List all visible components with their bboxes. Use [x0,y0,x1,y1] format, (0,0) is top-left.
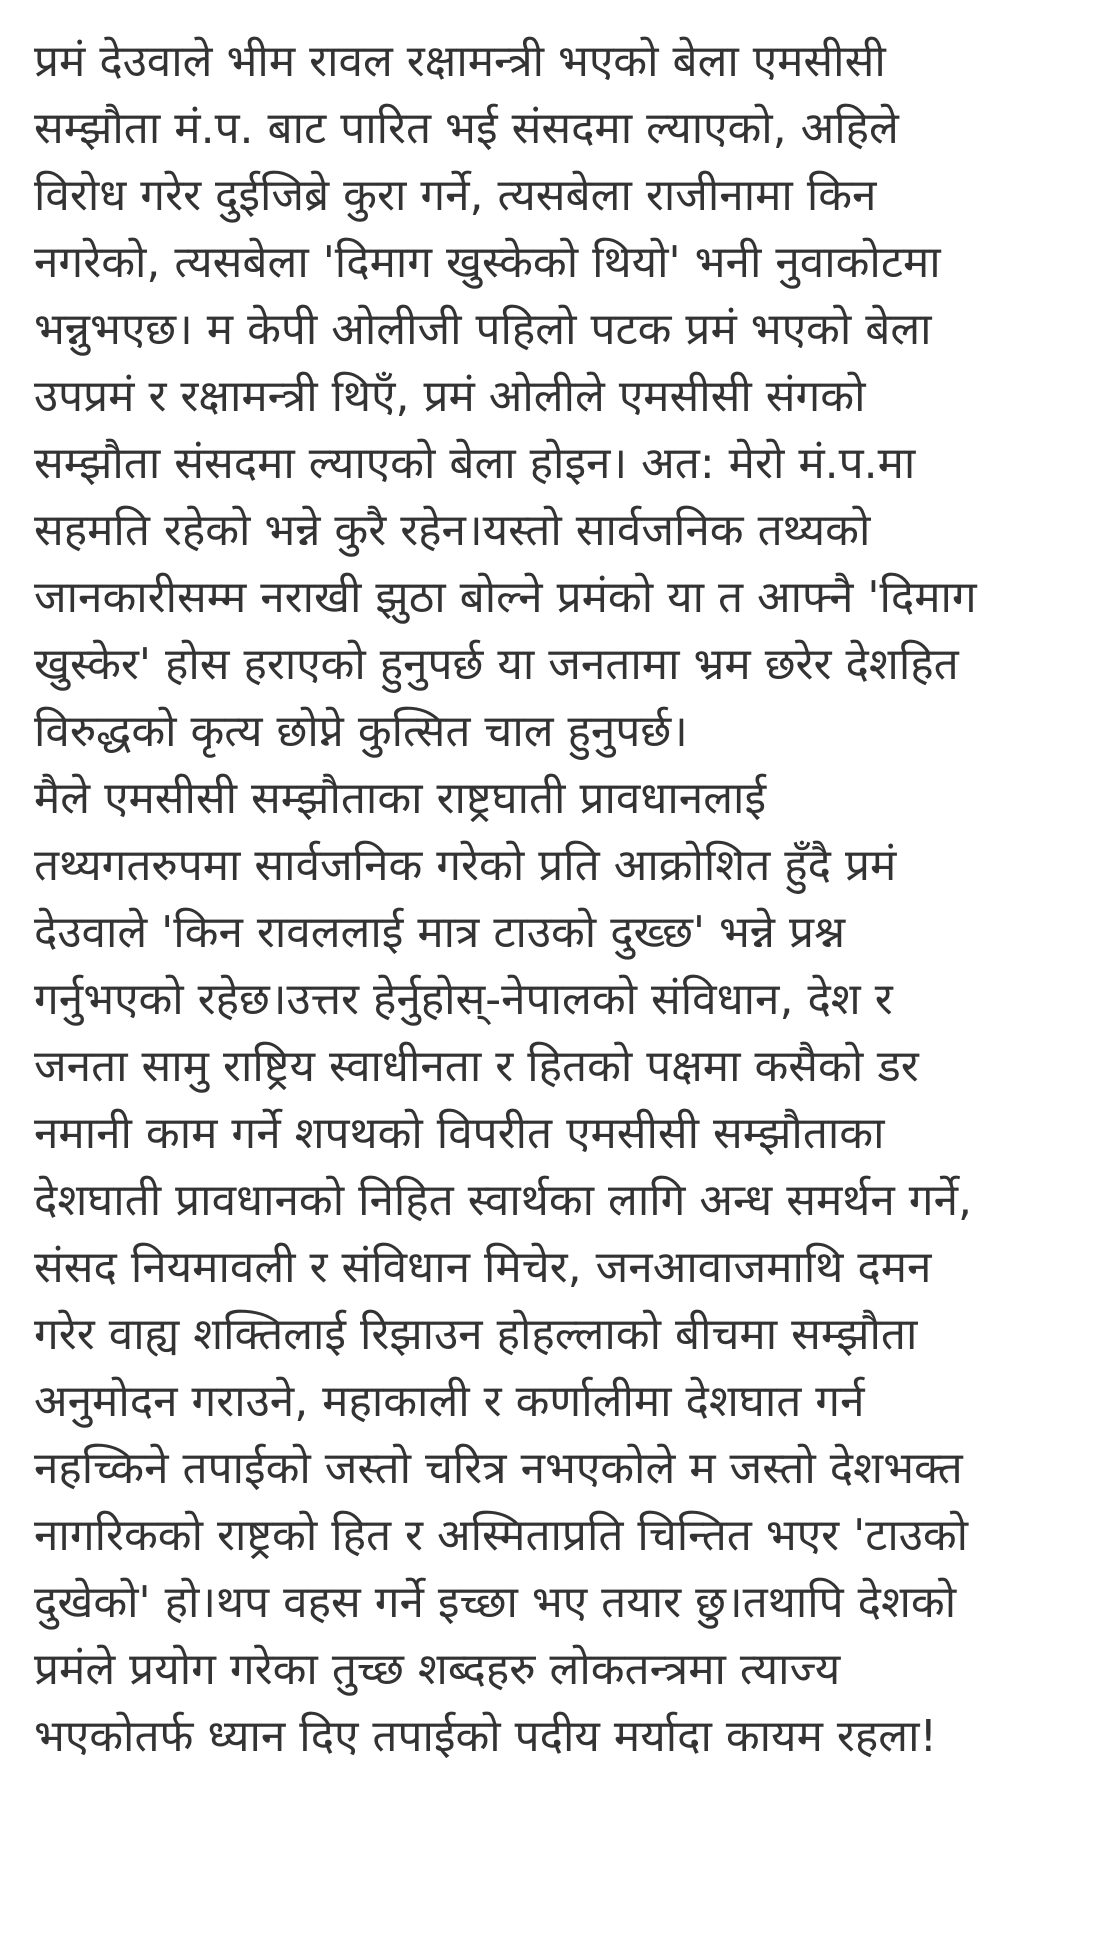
post-text-line: अनुमोदन गराउने, महाकाली र कर्णालीमा देशघात गर्न [34,1376,865,1427]
post-text-line: सम्झौता मं.प. बाट पारित भई संसदमा ल्याएको, अहिले [34,103,899,154]
post-text-line: नहच्किने तपाईको जस्तो चरित्र नभएकोले म जस्तो देशभक्त [34,1443,963,1494]
post-text-line: जनता सामु राष्ट्रिय स्वाधीनता र हितको पक्षमा कसैको डर [34,1041,919,1092]
post-text-line: गरेर वाह्य शक्तिलाई रिझाउन होहल्लाको बीचमा सम्झौता [34,1309,918,1360]
post-text-line: भएकोतर्फ ध्यान दिए तपाईको पदीय मर्यादा कायम रहला! [34,1711,938,1762]
post-text-line: नगरेको, त्यसबेला 'दिमाग खुस्केको थियो' भनी नुवाकोटमा [34,237,941,288]
post-text-line: विरुद्धको कृत्य छोप्ने कुत्सित चाल हुनुपर्छ। [34,706,688,757]
post-text-line: नागरिकको राष्ट्रको हित र अस्मिताप्रति चिन्तित भएर 'टाउको [34,1510,969,1561]
post-text-line: नमानी काम गर्ने शपथको विपरीत एमसीसी सम्झौताका [34,1108,885,1159]
post-text-line: सम्झौता संसदमा ल्याएको बेला होइन। अत: मेरो मं.प.मा [34,438,916,489]
post-text-line: मैले एमसीसी सम्झौताका राष्ट्रघाती प्रावधानलाई [34,773,767,824]
post-text-line: दुखेको' हो।थप वहस गर्ने इच्छा भए तयार छु।तथापि देशको [34,1577,957,1628]
post-text-line: विरोध गरेर दुईजिब्रे कुरा गर्ने, त्यसबेला राजीनामा किन [34,170,877,221]
post-text-line: प्रमंले प्रयोग गरेका तुच्छ शब्दहरु लोकतन्त्रमा त्याज्य [34,1644,841,1695]
post-text-line: संसद नियमावली र संविधान मिचेर, जनआवाजमाथि दमन [34,1242,932,1293]
post-text-line: देशघाती प्रावधानको निहित स्वार्थका लागि अन्ध समर्थन गर्ने, [34,1175,972,1226]
post-text-line: उपप्रमं र रक्षामन्त्री थिएँ, प्रमं ओलीले एमसीसी संगको [34,371,866,422]
post-text-line: प्रमं देउवाले भीम रावल रक्षामन्त्री भएको बेला एमसीसी [34,36,886,87]
post-text-line: भन्नुभएछ। म केपी ओलीजी पहिलो पटक प्रमं भएको बेला [34,304,932,355]
post-text-line: देउवाले 'किन रावललाई मात्र टाउको दुख्छ' भन्ने प्रश्न [34,907,846,958]
post-text-line: सहमति रहेको भन्ने कुरै रहेन।यस्तो सार्वजनिक तथ्यको [34,505,871,556]
post-text-line: जानकारीसम्म नराखी झुठा बोल्ने प्रमंको या त आफ्नै 'दिमाग [34,572,977,623]
post-text-line: खुस्केर' होस हराएको हुनुपर्छ या जनतामा भ्रम छरेर देशहित [34,639,959,690]
post-text-line: गर्नुभएको रहेछ।उत्तर हेर्नुहोस्-नेपालको संविधान, देश र [34,974,893,1025]
post-text-line: तथ्यगतरुपमा सार्वजनिक गरेको प्रति आक्रोशित हुँदै प्रमं [34,840,897,891]
